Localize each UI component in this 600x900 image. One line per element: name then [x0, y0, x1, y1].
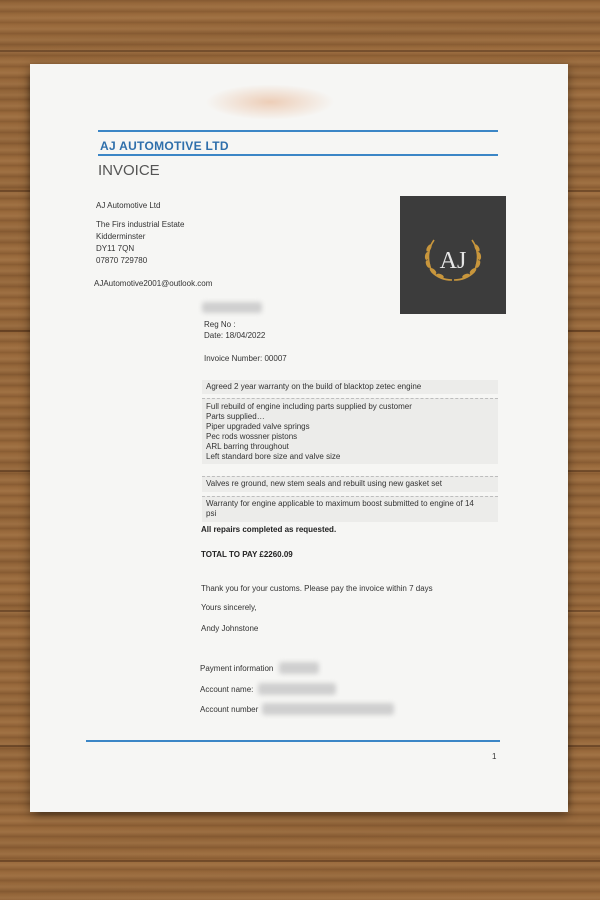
repairs-note: All repairs completed as requested.	[201, 525, 337, 534]
invoice-date: Date: 18/04/2022	[204, 331, 266, 340]
laurel-monogram-icon	[400, 196, 506, 314]
closing-thanks: Thank you for your customs. Please pay the invoice within 7 days	[201, 584, 433, 593]
line-item: Left standard bore size and valve size	[206, 452, 341, 461]
sender-phone: 07870 729780	[96, 256, 148, 265]
account-number-label: Account number	[200, 705, 259, 714]
redacted-recipient	[202, 302, 262, 313]
table-plank-seam	[0, 50, 600, 52]
redacted-account-number	[262, 703, 394, 715]
footer-rule	[86, 740, 500, 742]
line-item-group	[202, 398, 498, 464]
line-item: Valves re ground, new stem seals and rebuilt using new gasket set	[202, 476, 498, 492]
sender-address-line1: The Firs industrial Estate	[96, 220, 185, 229]
company-name: AJ AUTOMOTIVE LTD	[100, 139, 229, 153]
invoice-number: Invoice Number: 00007	[204, 354, 287, 363]
redacted-account-name	[258, 683, 336, 695]
line-item: ARL barring throughout	[206, 442, 289, 451]
line-item: Agreed 2 year warranty on the build of blacktop zetec engine	[202, 380, 498, 394]
line-item-group	[202, 496, 498, 522]
header-rule-top	[98, 130, 498, 132]
account-name-label: Account name:	[200, 685, 254, 694]
invoice-page	[30, 64, 568, 812]
table-plank-seam	[0, 860, 600, 862]
sender-email: AJAutomotive2001@outlook.com	[94, 279, 213, 288]
sender-name: AJ Automotive Ltd	[96, 201, 161, 210]
line-item: psi	[206, 509, 217, 518]
line-item: Parts supplied…	[206, 412, 265, 421]
sign-off: Yours sincerely,	[201, 603, 257, 612]
document-title: INVOICE	[98, 162, 160, 179]
line-item: Full rebuild of engine including parts supplied by customer	[206, 402, 412, 411]
reg-number: Reg No :	[204, 320, 236, 329]
total-to-pay: TOTAL TO PAY £2260.09	[201, 550, 293, 559]
company-logo	[400, 196, 506, 314]
signatory-name: Andy Johnstone	[201, 624, 259, 633]
header-rule-bottom	[98, 154, 498, 156]
line-item: Piper upgraded valve springs	[206, 422, 310, 431]
line-item: Pec rods wossner pistons	[206, 432, 298, 441]
sender-postcode: DY11 7QN	[96, 244, 135, 253]
page-number: 1	[492, 752, 497, 761]
line-item: Warranty for engine applicable to maximum boost submitted to engine of 14	[206, 499, 474, 508]
sender-address-line2: Kidderminster	[96, 232, 146, 241]
paper-stain	[205, 84, 335, 120]
redacted-payment-info	[279, 662, 319, 674]
logo-monogram: AJ	[439, 248, 467, 274]
payment-info-label: Payment information	[200, 664, 274, 673]
